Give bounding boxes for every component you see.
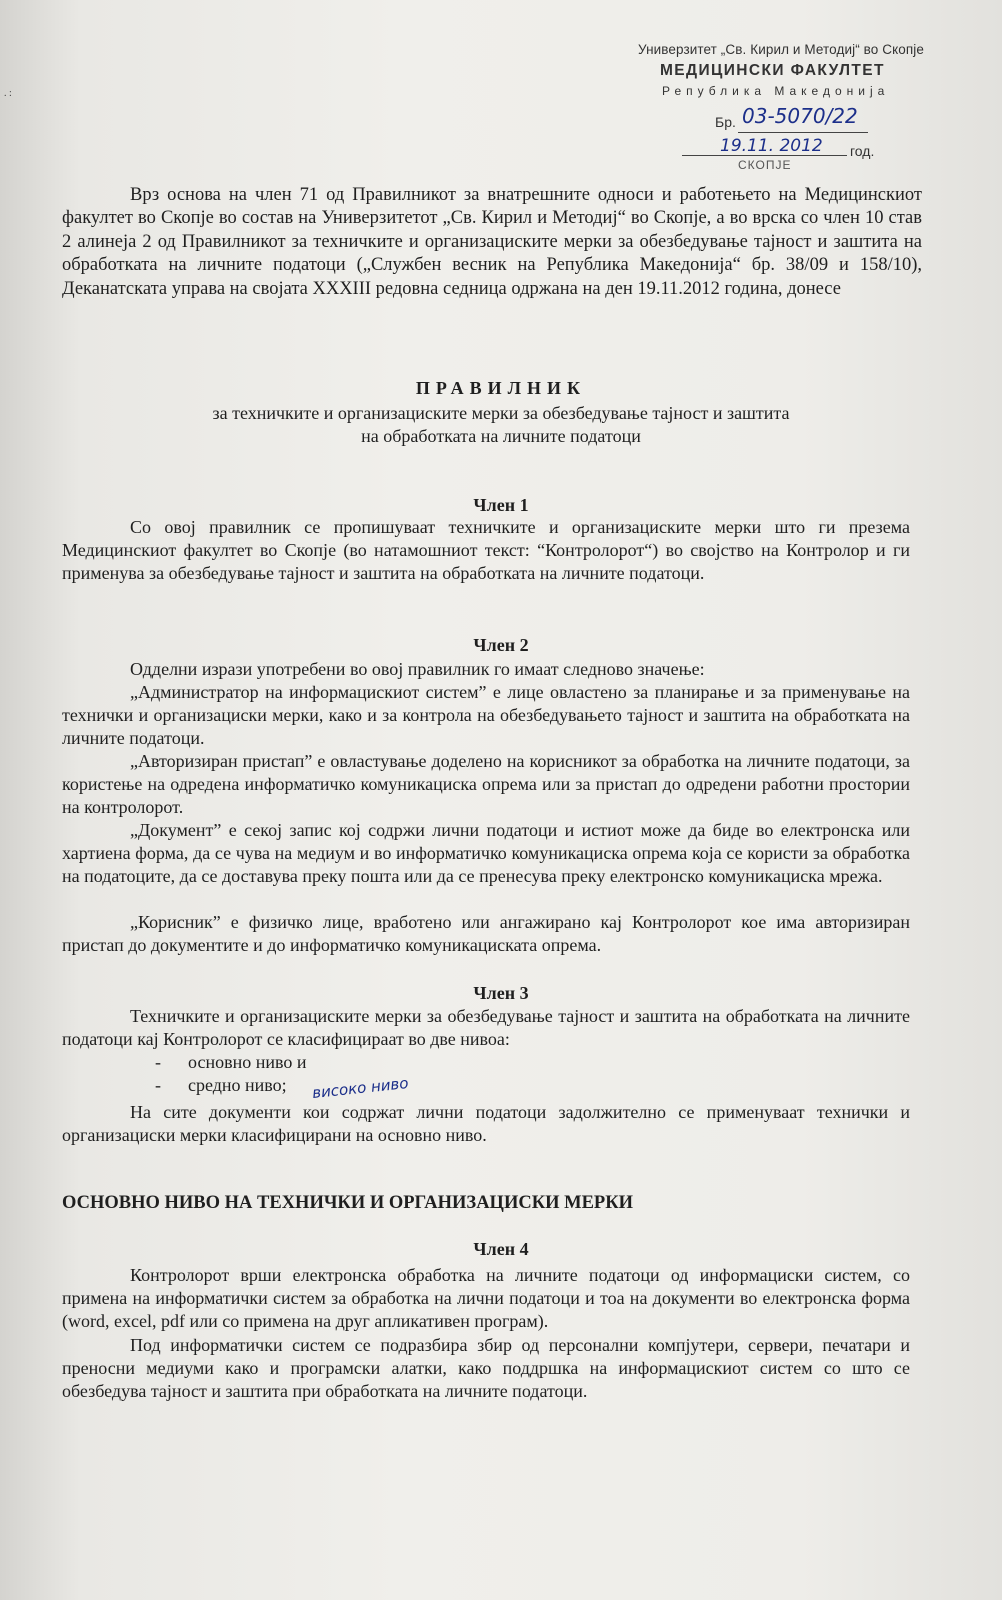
article-4-heading: Член 4 xyxy=(473,1239,529,1259)
article-3-text: Техничките и организациските мерки за обезбедување тајност и заштита на обработката на личните податоци кај Контролорот се класифицираат во две нивоа: xyxy=(62,1006,910,1049)
stamp-number-value: 03-5070/22 xyxy=(742,104,858,128)
article-1-text: Со овој правилник се пропишуваат техничките и организациските мерки што ги презема Медицинскиот факултет во Скопје (во натамошниот текст: “Контролорот“) во својство на Контролор и ги применува за обезбедување тајност и заштита на обработката на личните податоци. xyxy=(62,517,910,583)
intro-paragraph: Врз основа на член 71 од Правилникот за внатрешните односи и работењето на Медицинскиот факултет во Скопје во состав на Универзитетот „Св. Кирил и Методиј“ во Скопје, а во врска со член 10 став 2 алинеја 2 од Правилникот за техничките и организациските мерки за обезбедување тајност и заштита на обработката на личните податоци („Службен весник на Република Македонија“ бр. 38/09 и 158/10), Деканатската управа на својата XXXIII редовна седница одржана на ден 19.11.2012 година, донесе xyxy=(62,185,922,299)
article-2-definition-user: „Корисник” е физичко лице, вработено или ангажирано кај Контролорот кое има авторизиран пристап до документите и до информатичко комуникациската опрема. xyxy=(62,912,910,955)
document-subtitle-line-1: за техничките и организациските мерки за обезбедување тајност и заштита xyxy=(212,403,790,423)
article-2-definition-administrator: „Администратор на информацискиот систем” е лице овластено за планирање и за применување на технички и организациски мерки, како и за контрола на обезбедувањето тајност и заштита на обработката на личните податоци. xyxy=(62,682,910,748)
article-3-level-basic: основно ниво и xyxy=(188,1052,307,1072)
article-4-paragraph-2: Под информатички систем се подразбира збир од персонални компјутери, сервери, печатари и преносни медиуми како и програмски алатки, како поддршка на информацискиот систем со што се обезбедува тајност и заштита при обработката на личните податоци. xyxy=(62,1335,910,1401)
article-2-intro: Одделни изрази употребени во овој правилник го имаат следново значење: xyxy=(130,659,705,679)
margin-mark: . : xyxy=(4,88,12,99)
document-subtitle-line-2: на обработката на личните податоци xyxy=(361,426,641,446)
article-2-definition-document: „Документ” е секој запис кој содржи лични податоци и истиот може да биде во електронска или хартиена форма, да се чува на медиум и во информатичко комуникациска опрема која се користи за обработка на податоците, да се доставува преку пошта или да се пренесува преку електронско комуникациска мрежа. xyxy=(62,820,910,886)
stamp-year-suffix: год. xyxy=(850,143,875,159)
article-3-closing: На сите документи кои содржат лични податоци задолжително се применуваат технички и организациски мерки класифицирани на основно ниво. xyxy=(62,1102,910,1145)
stamp-university: Универзитет „Св. Кирил и Методиј“ во Скопје xyxy=(638,42,924,57)
document-title: ПРАВИЛНИК xyxy=(415,378,587,398)
stamp-date-line xyxy=(682,155,847,156)
list-bullet: - xyxy=(155,1075,161,1095)
handwritten-note: високо ниво xyxy=(311,1074,410,1102)
article-2-definition-authorized-access: „Авторизиран пристап” е овластување доделено на корисникот за обработка на личните податоци, за користење на одредена информатичко комуникациска опрема или за пристап до одредени работни простории на контролорот. xyxy=(62,751,910,817)
article-3-level-medium: средно ниво; xyxy=(188,1075,287,1095)
stamp-faculty: МЕДИЦИНСКИ ФАКУЛТЕТ xyxy=(660,62,885,79)
stamp-date-value: 19.11. 2012 xyxy=(720,136,823,156)
section-heading: ОСНОВНО НИВО НА ТЕХНИЧКИ И ОРГАНИЗАЦИСКИ МЕРКИ xyxy=(62,1193,634,1213)
stamp-number-line xyxy=(738,132,868,133)
list-bullet: - xyxy=(155,1052,161,1072)
registry-stamp xyxy=(620,42,960,172)
article-3-heading: Член 3 xyxy=(473,983,529,1003)
article-1-heading: Член 1 xyxy=(473,495,529,515)
stamp-country: Република Македонија xyxy=(662,84,890,98)
stamp-number-label: Бр. xyxy=(715,114,736,130)
article-2-heading: Член 2 xyxy=(473,635,529,655)
article-4-paragraph-1: Контролорот врши електронска обработка на личните податоци од информациски систем, со примена на информатички систем за обработка на лични податоци и тоа на документи во електронска форма (word, excel, pdf или со примена на друг апликативен програм). xyxy=(62,1265,910,1331)
stamp-city: СКОПЈЕ xyxy=(738,158,792,172)
